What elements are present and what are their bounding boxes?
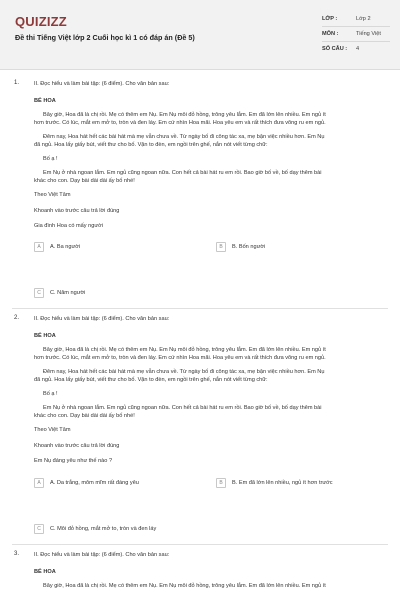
question-instruction: Khoanh vào trước câu trả lời đúng [34, 208, 120, 214]
story-paragraph: Bây giờ, Hoa đã là chị rồi. Mẹ có thêm em Nụ. Em Nụ môi đỏ hồng, trông yêu lắm. Em đã lớn lên nhiều. Em ngủ ít [43, 583, 326, 589]
document-title: Đề thi Tiếng Việt lớp 2 Cuối học kì 1 có đáp án (Đề 5) [15, 33, 195, 42]
story-paragraph: đã ngủ. Hoa lấy giấy bút, viết thư cho bố. Vặn to đèn, em ngồi trên ghế, nắn nót viết từng chữ: [34, 142, 268, 148]
question-text: Gia đình Hoa có mấy người [34, 223, 103, 229]
meta-subject-value: Tiếng Việt [356, 31, 381, 37]
story-paragraph: hơn trước. Có lúc, mắt em mở to, tròn và đen láy. Em cứ nhìn Hoa mãi. Hoa yêu em và rất thích đưa võng ru em ngủ. [34, 355, 326, 361]
option-letter: A [34, 478, 44, 488]
story-paragraph: khác cho con. Dạy bài dài dài ấy bố nhé! [34, 178, 135, 184]
meta-class-label: LỚP : [322, 16, 338, 22]
story-title: BÉ HOA [34, 98, 56, 104]
story-paragraph: Em Nụ ở nhà ngoan lắm. Em ngủ cũng ngoan nữa. Con hết cả bài hát ru em rồi. Bao giờ bố về, bố dạy thêm bài [43, 405, 322, 411]
story-paragraph: Em Nụ ở nhà ngoan lắm. Em ngủ cũng ngoan nữa. Con hết cả bài hát ru em rồi. Bao giờ bố về, bố dạy thêm bài [43, 170, 322, 176]
option-text: B. Em đã lớn lên nhiều, ngủ ít hơn trước [232, 480, 333, 486]
option-text: A. Da trắng, môm mĩm rất đáng yêu [50, 480, 139, 486]
meta-count-value: 4 [356, 46, 360, 52]
option-letter: B [216, 478, 226, 488]
option-text: C. Môi đỏ hồng, mắt mở to, tròn và đen láy [50, 526, 157, 532]
meta-divider [322, 41, 390, 42]
option-text: A. Ba người [50, 244, 81, 250]
story-paragraph: Đêm nay, Hoa hát hết các bài hát mà mẹ vẫn chưa về. Từ ngày bố đi công tác xa, mẹ bận việc nhiều hơn. Em Nụ [43, 369, 325, 375]
option-letter: C [34, 524, 44, 534]
story-title: BÉ HOA [34, 333, 56, 339]
question-text: Em Nụ đáng yêu như thế nào ? [34, 458, 113, 464]
option-letter: B [216, 242, 226, 252]
meta-class-value: Lớp 2 [356, 16, 371, 22]
story-paragraph: Bây giờ, Hoa đã là chị rồi. Mẹ có thêm em Nụ. Em Nụ môi đỏ hồng, trông yêu lắm. Em đã lớn lên nhiều. Em ngủ ít [43, 347, 326, 353]
question-instruction: Khoanh vào trước câu trả lời đúng [34, 443, 120, 449]
question-number: 3. [14, 551, 20, 557]
option-text: C. Năm người [50, 290, 86, 296]
option-letter: C [34, 288, 44, 298]
story-title: BÉ HOA [34, 569, 56, 575]
story-paragraph: hơn trước. Có lúc, mắt em mở to, tròn và đen láy. Em cứ nhìn Hoa mãi. Hoa yêu em và rất thích đưa võng ru em ngủ. [34, 120, 326, 126]
option-text: B. Bốn người [232, 244, 266, 250]
story-source: Theo Việt Tâm [34, 427, 71, 433]
question-number: 2. [14, 315, 20, 321]
brand-logo: QUIZIZZ [15, 14, 67, 29]
question-intro: II. Đọc hiểu và làm bài tập: (6 điểm). Cho văn bản sau: [34, 81, 170, 87]
story-paragraph: Đêm nay, Hoa hát hết các bài hát mà mẹ vẫn chưa về. Từ ngày bố đi công tác xa, mẹ bận việc nhiều hơn. Em Nụ [43, 134, 325, 140]
story-paragraph: Bây giờ, Hoa đã là chị rồi. Mẹ có thêm em Nụ. Em Nụ môi đỏ hồng, trông yêu lắm. Em đã lớn lên nhiều. Em ngủ ít [43, 112, 326, 118]
question-number: 1. [14, 80, 20, 86]
question-divider [12, 308, 388, 309]
option-letter: A [34, 242, 44, 252]
story-source: Theo Việt Tâm [34, 192, 71, 198]
meta-subject-label: MÔN : [322, 31, 339, 37]
page-header [0, 0, 400, 70]
meta-divider [322, 26, 390, 27]
question-intro: II. Đọc hiểu và làm bài tập: (6 điểm). Cho văn bản sau: [34, 552, 170, 558]
story-paragraph: Bố ạ ! [43, 156, 58, 162]
story-paragraph: Bố ạ ! [43, 391, 58, 397]
meta-count-label: SỐ CÂU : [322, 46, 348, 52]
question-intro: II. Đọc hiểu và làm bài tập: (6 điểm). Cho văn bản sau: [34, 316, 170, 322]
story-paragraph: đã ngủ. Hoa lấy giấy bút, viết thư cho bố. Vặn to đèn, em ngồi trên ghế, nắn nót viết từng chữ: [34, 377, 268, 383]
question-divider [12, 544, 388, 545]
story-paragraph: khác cho con. Dạy bài dài dài ấy bố nhé! [34, 413, 135, 419]
